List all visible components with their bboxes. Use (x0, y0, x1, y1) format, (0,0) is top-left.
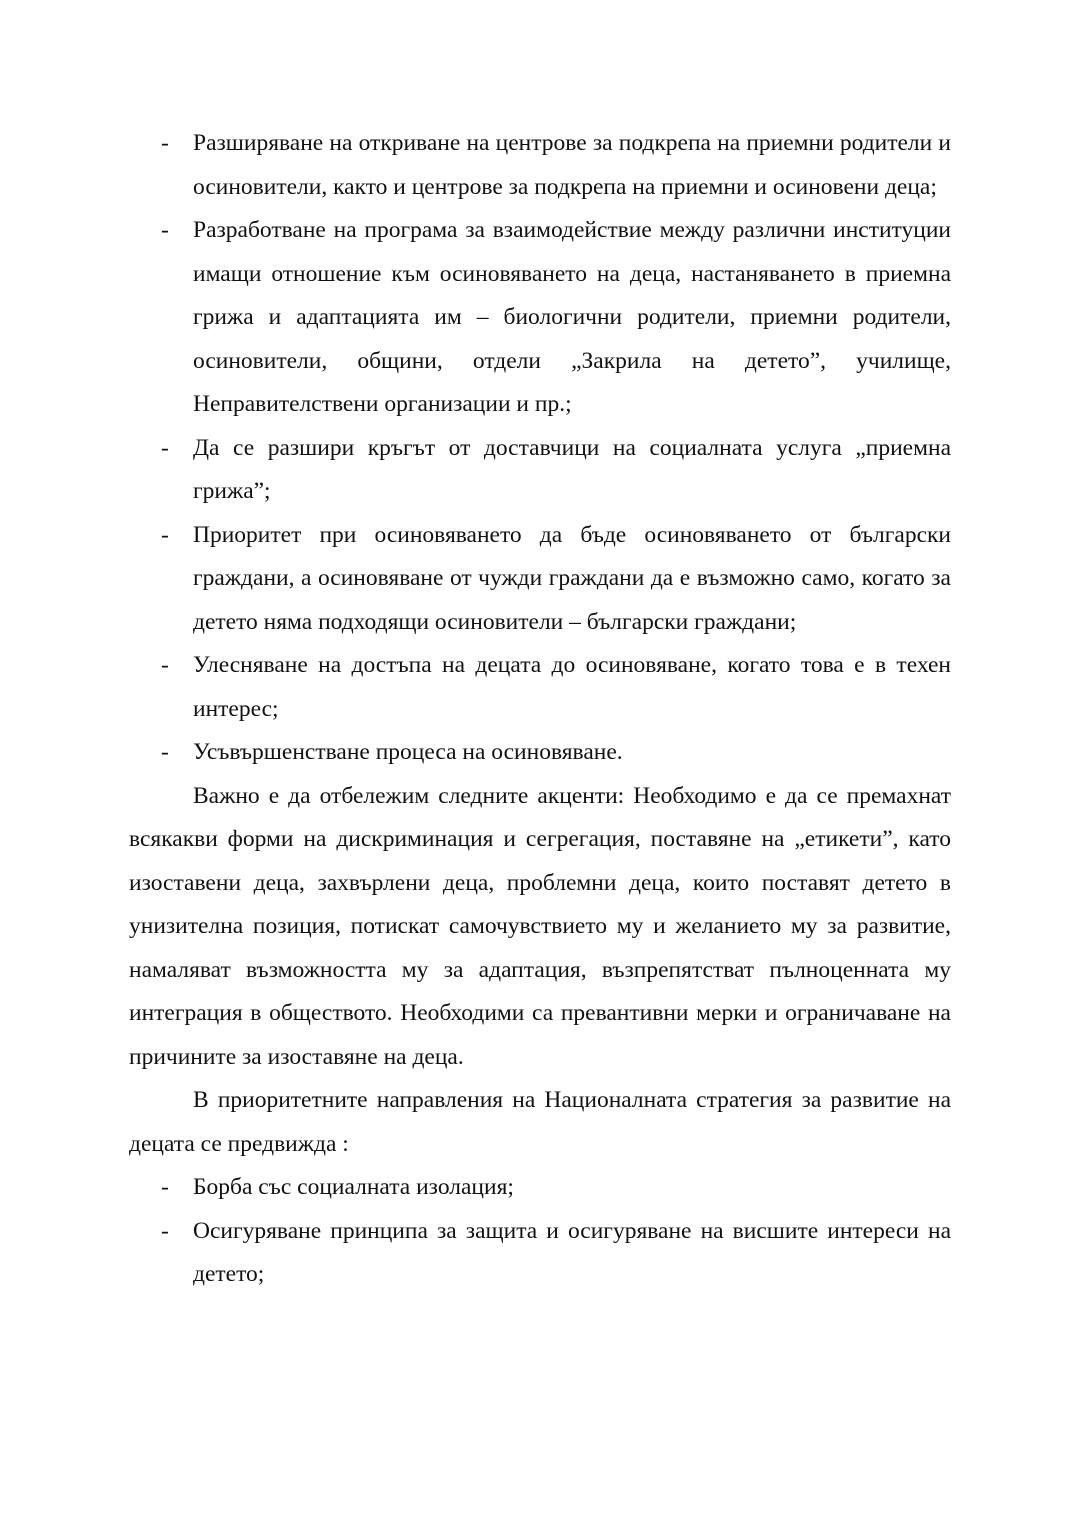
list-item-text: Борба със социалната изолация; (193, 1174, 514, 1200)
bullet-list-measures (129, 122, 951, 775)
paragraph-key-points: Важно е да отбележим следните акценти: Необходимо е да се премахнат всякакви форми на дискриминация и сегрегация, поставяне на „етикети”, като изоставени деца, захвърлени деца, проблемни деца, които поставят детето в унизителна позиция, потискат самочувствието му и желанието му за развитие, намаляват възможността му за адаптация, възпрепятстват пълноценната му интеграция в обществото. Необходими са превантивни мерки и ограничаване на причините за изоставяне на деца. (129, 782, 951, 1070)
dash-bullet: - (161, 652, 169, 678)
dash-bullet: - (161, 521, 169, 548)
paragraph-strategy-intro: В приоритетните направления на Националната стратегия за развитие на децата се предвижда : (129, 1087, 951, 1157)
list-item (129, 122, 951, 209)
dash-bullet: - (161, 217, 169, 243)
dash-bullet: - (161, 434, 169, 461)
bullet-list-priorities (129, 1166, 951, 1297)
list-item (129, 644, 951, 731)
list-item (129, 1210, 951, 1297)
dash-bullet: - (161, 1174, 169, 1200)
list-item-text: Осигуряване принципа за защита и осигуряване на висшите интереси на детето; (193, 1217, 951, 1287)
dash-bullet: - (161, 1217, 169, 1244)
list-item (129, 731, 951, 775)
list-item-text: Приоритет при осиновяването да бъде осиновяването от български граждани, а осиновяване от чужди граждани да е възможно само, когато за детето няма подходящи осиновители – български граждани; (193, 521, 951, 635)
list-item-text: Да се разшири кръгът от доставчици на социалната услуга „приемна грижа”; (193, 434, 951, 504)
list-item-text: Разширяване на откриване на центрове за подкрепа на приемни родители и осиновители, както и центрове за подкрепа на приемни и осиновени деца; (193, 130, 951, 200)
list-item (129, 514, 951, 645)
dash-bullet: - (161, 739, 169, 765)
list-item (129, 209, 951, 427)
list-item (129, 427, 951, 514)
list-item-text: Улесняване на достъпа на децата до осиновяване, когато това е в техен интерес; (193, 652, 951, 722)
list-item-text: Разработване на програма за взаимодействие между различни институции имащи отношение към осиновяването на деца, настаняването в приемна грижа и адаптацията им – биологични родители, приемни родители, осиновители, общини, отдели „Закрила на детето”, училище, Неправителствени организации и пр.; (193, 217, 951, 417)
list-item (129, 1166, 951, 1210)
list-item-text: Усъвършенстване процеса на осиновяване. (193, 739, 623, 765)
dash-bullet: - (161, 130, 169, 156)
